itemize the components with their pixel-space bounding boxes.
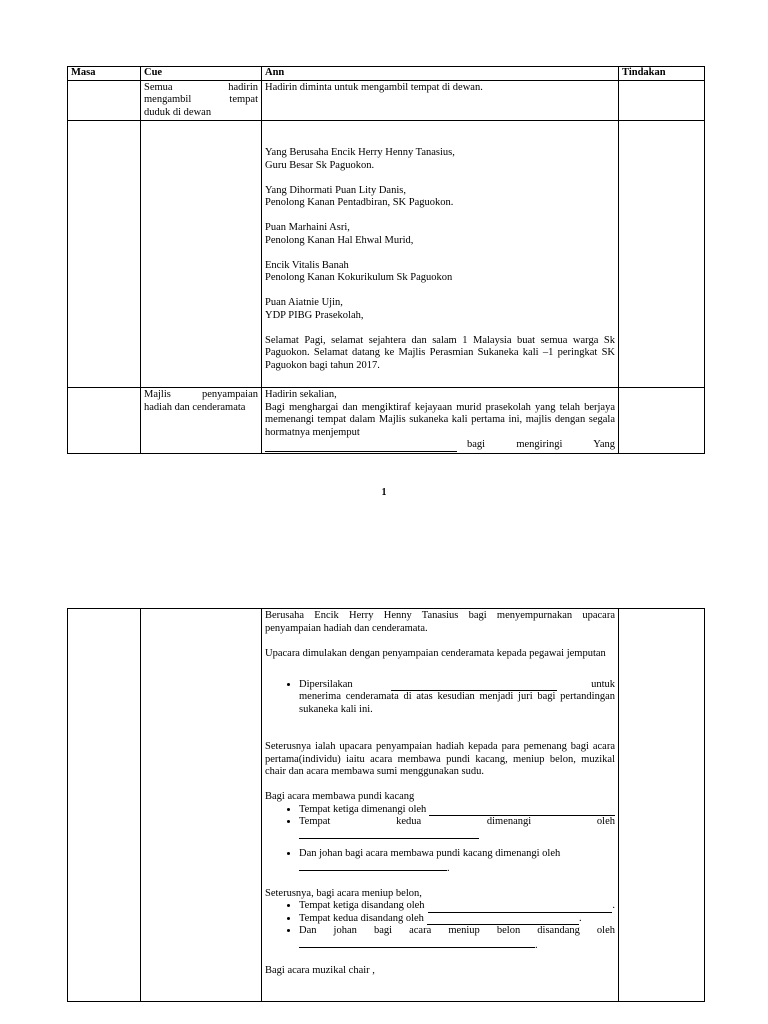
header-tindakan: Tindakan	[619, 67, 705, 81]
table-row	[68, 80, 705, 121]
ann-cell	[262, 121, 619, 388]
table-row	[68, 388, 705, 454]
list-item	[299, 848, 615, 875]
list-item	[299, 816, 615, 843]
blank-line	[299, 938, 535, 948]
blank-line	[428, 903, 613, 913]
list-item-text: dimenangi	[486, 816, 532, 827]
blank-line	[429, 806, 615, 816]
table-page-1	[67, 66, 705, 454]
salutation-line: Penolong Kanan Kokurikulum Sk Paguokon	[265, 272, 453, 283]
list-item	[299, 679, 615, 717]
list-item	[299, 900, 615, 913]
table-row	[68, 121, 705, 388]
tindakan-cell	[619, 609, 705, 1002]
blank-line	[265, 442, 457, 452]
cue-word: duduk di dewan	[144, 106, 212, 118]
bullet-list	[265, 679, 615, 717]
section-heading: Bagi acara muzikal chair ,	[265, 964, 375, 976]
salutation-line: Penolong Kanan Hal Ehwal Murid,	[265, 234, 414, 246]
page-number: 1	[381, 487, 387, 498]
section-heading: Seterusnya, bagi acara meniup belon,	[265, 887, 422, 899]
list-item-text: • Dipersilakan	[299, 678, 353, 690]
blank-gap	[265, 247, 615, 260]
cue-cell	[141, 121, 262, 388]
masa-cell	[68, 388, 141, 454]
header-cue: Cue	[141, 67, 262, 81]
salutation-line: Encik Vitalis Banah	[265, 259, 349, 271]
cue-word: Semua	[144, 81, 173, 93]
salutation-list	[265, 122, 615, 335]
table-page-2	[67, 608, 705, 1002]
header-row	[68, 67, 705, 81]
cue-word: tempat	[229, 94, 258, 105]
section-heading: Bagi acara membawa pundi kacang	[265, 791, 415, 802]
bullet-list	[265, 900, 615, 952]
ann-paragraph: Seterusnya ialah upacara penyampaian hadiah kepada para pemenang bagi acara pertama(individu) iaitu acara membawa pundi kacang, meniup belon, muzikal chair dan acara membawa sumi menggunakan sudu.	[265, 741, 615, 777]
ann-paragraph: Berusaha Encik Herry Henny Tanasius bagi menyempurnakan upacara penyampaian hadiah dan cenderamata.	[265, 610, 615, 634]
blank-line	[427, 915, 579, 925]
ann-body	[265, 402, 615, 440]
ann-greeting: Hadirin sekalian,	[265, 389, 337, 400]
ann-body-text: Bagi menghargai dan mengiktiraf kejayaan murid prasekolah yang telah berjaya memenangi tempat dalam Majlis sukaneka kali pertama ini, majlis dengan segala hormatnya menjemput	[265, 401, 615, 438]
cue-word: mengambil	[144, 94, 192, 105]
salutation-line: Yang Dihormati Puan Lity Danis,	[265, 184, 406, 196]
cue-cell: Majlis penyampaian hadiah dan cenderamata	[141, 388, 262, 454]
cue-cell	[141, 80, 262, 121]
salutation-line: Puan Aiatnie Ujin,	[265, 297, 343, 308]
list-item-text: oleh	[596, 816, 615, 827]
ann-tail	[265, 439, 615, 452]
blank-gap	[265, 172, 615, 185]
bullet-list	[265, 804, 615, 876]
salutation-line: YDP PIBG Prasekolah,	[265, 309, 364, 321]
header-masa: Masa	[68, 67, 141, 81]
tindakan-cell	[619, 80, 705, 121]
list-item-text: • Dan johan bagi acara meniup belon disandang oleh	[299, 925, 615, 936]
list-item-text: untuk	[591, 678, 615, 690]
list-item	[299, 804, 615, 817]
blank-gap	[265, 135, 615, 148]
list-item	[299, 925, 615, 952]
period: .	[535, 939, 538, 951]
cue-word: hadirin	[228, 81, 258, 93]
ann-cell	[262, 388, 619, 454]
period: .	[447, 862, 450, 874]
list-item	[299, 913, 615, 926]
masa-cell	[68, 121, 141, 388]
header-ann: Ann	[262, 67, 619, 81]
blank-gap	[265, 322, 615, 335]
list-item-text: menerima cenderamata di atas kesudian menjadi juri bagi pertandingan sukaneka kali ini.	[299, 691, 615, 715]
list-item-text: • Tempat kedua disandang oleh	[299, 912, 424, 924]
ann-tail-text: bagi mengiringi Yang	[467, 439, 615, 450]
ann-cell: Hadirin diminta untuk mengambil tempat di dewan.	[262, 80, 619, 121]
cue-cell	[141, 609, 262, 1002]
list-item-text: • Dan johan bagi acara membawa pundi kacang dimenangi oleh	[299, 848, 561, 859]
salutation-line: Guru Besar Sk Paguokon.	[265, 159, 375, 171]
table-row	[68, 609, 705, 1002]
tindakan-cell	[619, 388, 705, 454]
salutation-line: Penolong Kanan Pentadbiran, SK Paguokon.	[265, 197, 454, 208]
salutation-line: Yang Berusaha Encik Herry Henny Tanasius,	[265, 147, 455, 158]
blank-line	[299, 829, 479, 839]
period: .	[578, 912, 582, 924]
salutation-line: Puan Marhaini Asri,	[265, 222, 350, 233]
period: .	[612, 900, 615, 911]
blank-line	[391, 681, 557, 691]
list-item-text: kedua	[396, 816, 422, 827]
blank-gap	[265, 210, 615, 223]
ann-cell	[262, 609, 619, 1002]
ann-paragraph: Upacara dimulakan dengan penyampaian cenderamata kepada pegawai jemputan	[265, 647, 606, 659]
list-item-text: • Tempat	[299, 816, 331, 827]
masa-cell	[68, 80, 141, 121]
list-item-text: • Tempat ketiga dimenangi oleh	[299, 803, 427, 815]
tindakan-cell	[619, 121, 705, 388]
list-item-text: • Tempat ketiga disandang oleh	[299, 900, 425, 911]
blank-line	[299, 861, 447, 871]
masa-cell	[68, 609, 141, 1002]
greeting-paragraph: Selamat Pagi, selamat sejahtera dan salam 1 Malaysia buat semua warga Sk Paguokon. Selamat datang ke Majlis Perasmian Sukaneka kali –1 peringkat SK Paguokon bagi tahun 2017.	[265, 334, 615, 371]
blank-gap	[265, 285, 615, 298]
blank-gap	[265, 122, 615, 135]
